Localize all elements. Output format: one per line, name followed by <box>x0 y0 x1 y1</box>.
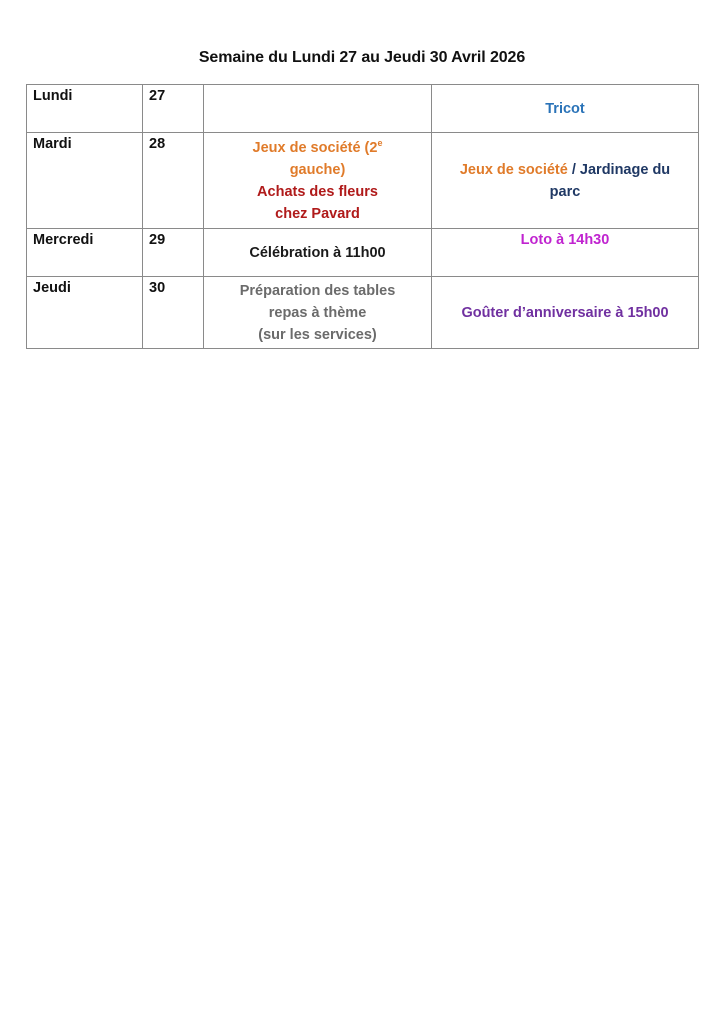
activity-preparation-line2: repas à thème <box>268 304 367 321</box>
afternoon-activity-cell <box>432 133 699 229</box>
activity-jeux-line2: gauche) <box>289 161 346 178</box>
activity-jardinage: Jardinage du <box>579 161 671 178</box>
table-row <box>27 229 699 277</box>
afternoon-activity-cell <box>432 85 699 133</box>
activity-jardinage-line2: parc <box>549 183 581 200</box>
day-cell: Lundi <box>27 85 143 133</box>
afternoon-activity-cell <box>432 277 699 349</box>
ordinal-superscript: e <box>377 137 383 148</box>
morning-activity-cell <box>204 133 432 229</box>
date-cell: 29 <box>143 229 204 277</box>
activity-separator: / <box>567 161 580 178</box>
day-cell: Jeudi <box>27 277 143 349</box>
afternoon-activity-cell <box>432 229 699 277</box>
morning-activity-cell <box>204 85 432 133</box>
activity-preparation-line3: (sur les services) <box>258 326 377 343</box>
activity-jeux-line1: Jeux de société (2 <box>252 139 378 156</box>
morning-activity-cell <box>204 229 432 277</box>
activity-loto: Loto à 14h30 <box>520 232 610 248</box>
activity-jeux-societe <box>210 137 425 159</box>
weekly-schedule-table <box>26 84 699 349</box>
activity-preparation-line1: Préparation des tables <box>239 282 396 299</box>
table-row <box>27 277 699 349</box>
activity-jeux-afternoon: Jeux de société <box>459 161 568 178</box>
date-cell: 27 <box>143 85 204 133</box>
day-cell: Mercredi <box>27 229 143 277</box>
activity-achats-line1: Achats des fleurs <box>257 183 378 200</box>
activity-achats-line2: chez Pavard <box>275 205 360 222</box>
activity-jeux-jardinage <box>438 159 692 181</box>
table-row <box>27 133 699 229</box>
date-cell: 28 <box>143 133 204 229</box>
activity-tricot: Tricot <box>545 100 585 117</box>
morning-activity-cell <box>204 277 432 349</box>
activity-gouter: Goûter d’anniversaire à 15h00 <box>461 304 669 321</box>
page-title: Semaine du Lundi 27 au Jeudi 30 Avril 2026 <box>198 49 526 66</box>
date-cell: 30 <box>143 277 204 349</box>
activity-celebration: Célébration à 11h00 <box>249 244 386 261</box>
table-row <box>27 85 699 133</box>
day-cell: Mardi <box>27 133 143 229</box>
